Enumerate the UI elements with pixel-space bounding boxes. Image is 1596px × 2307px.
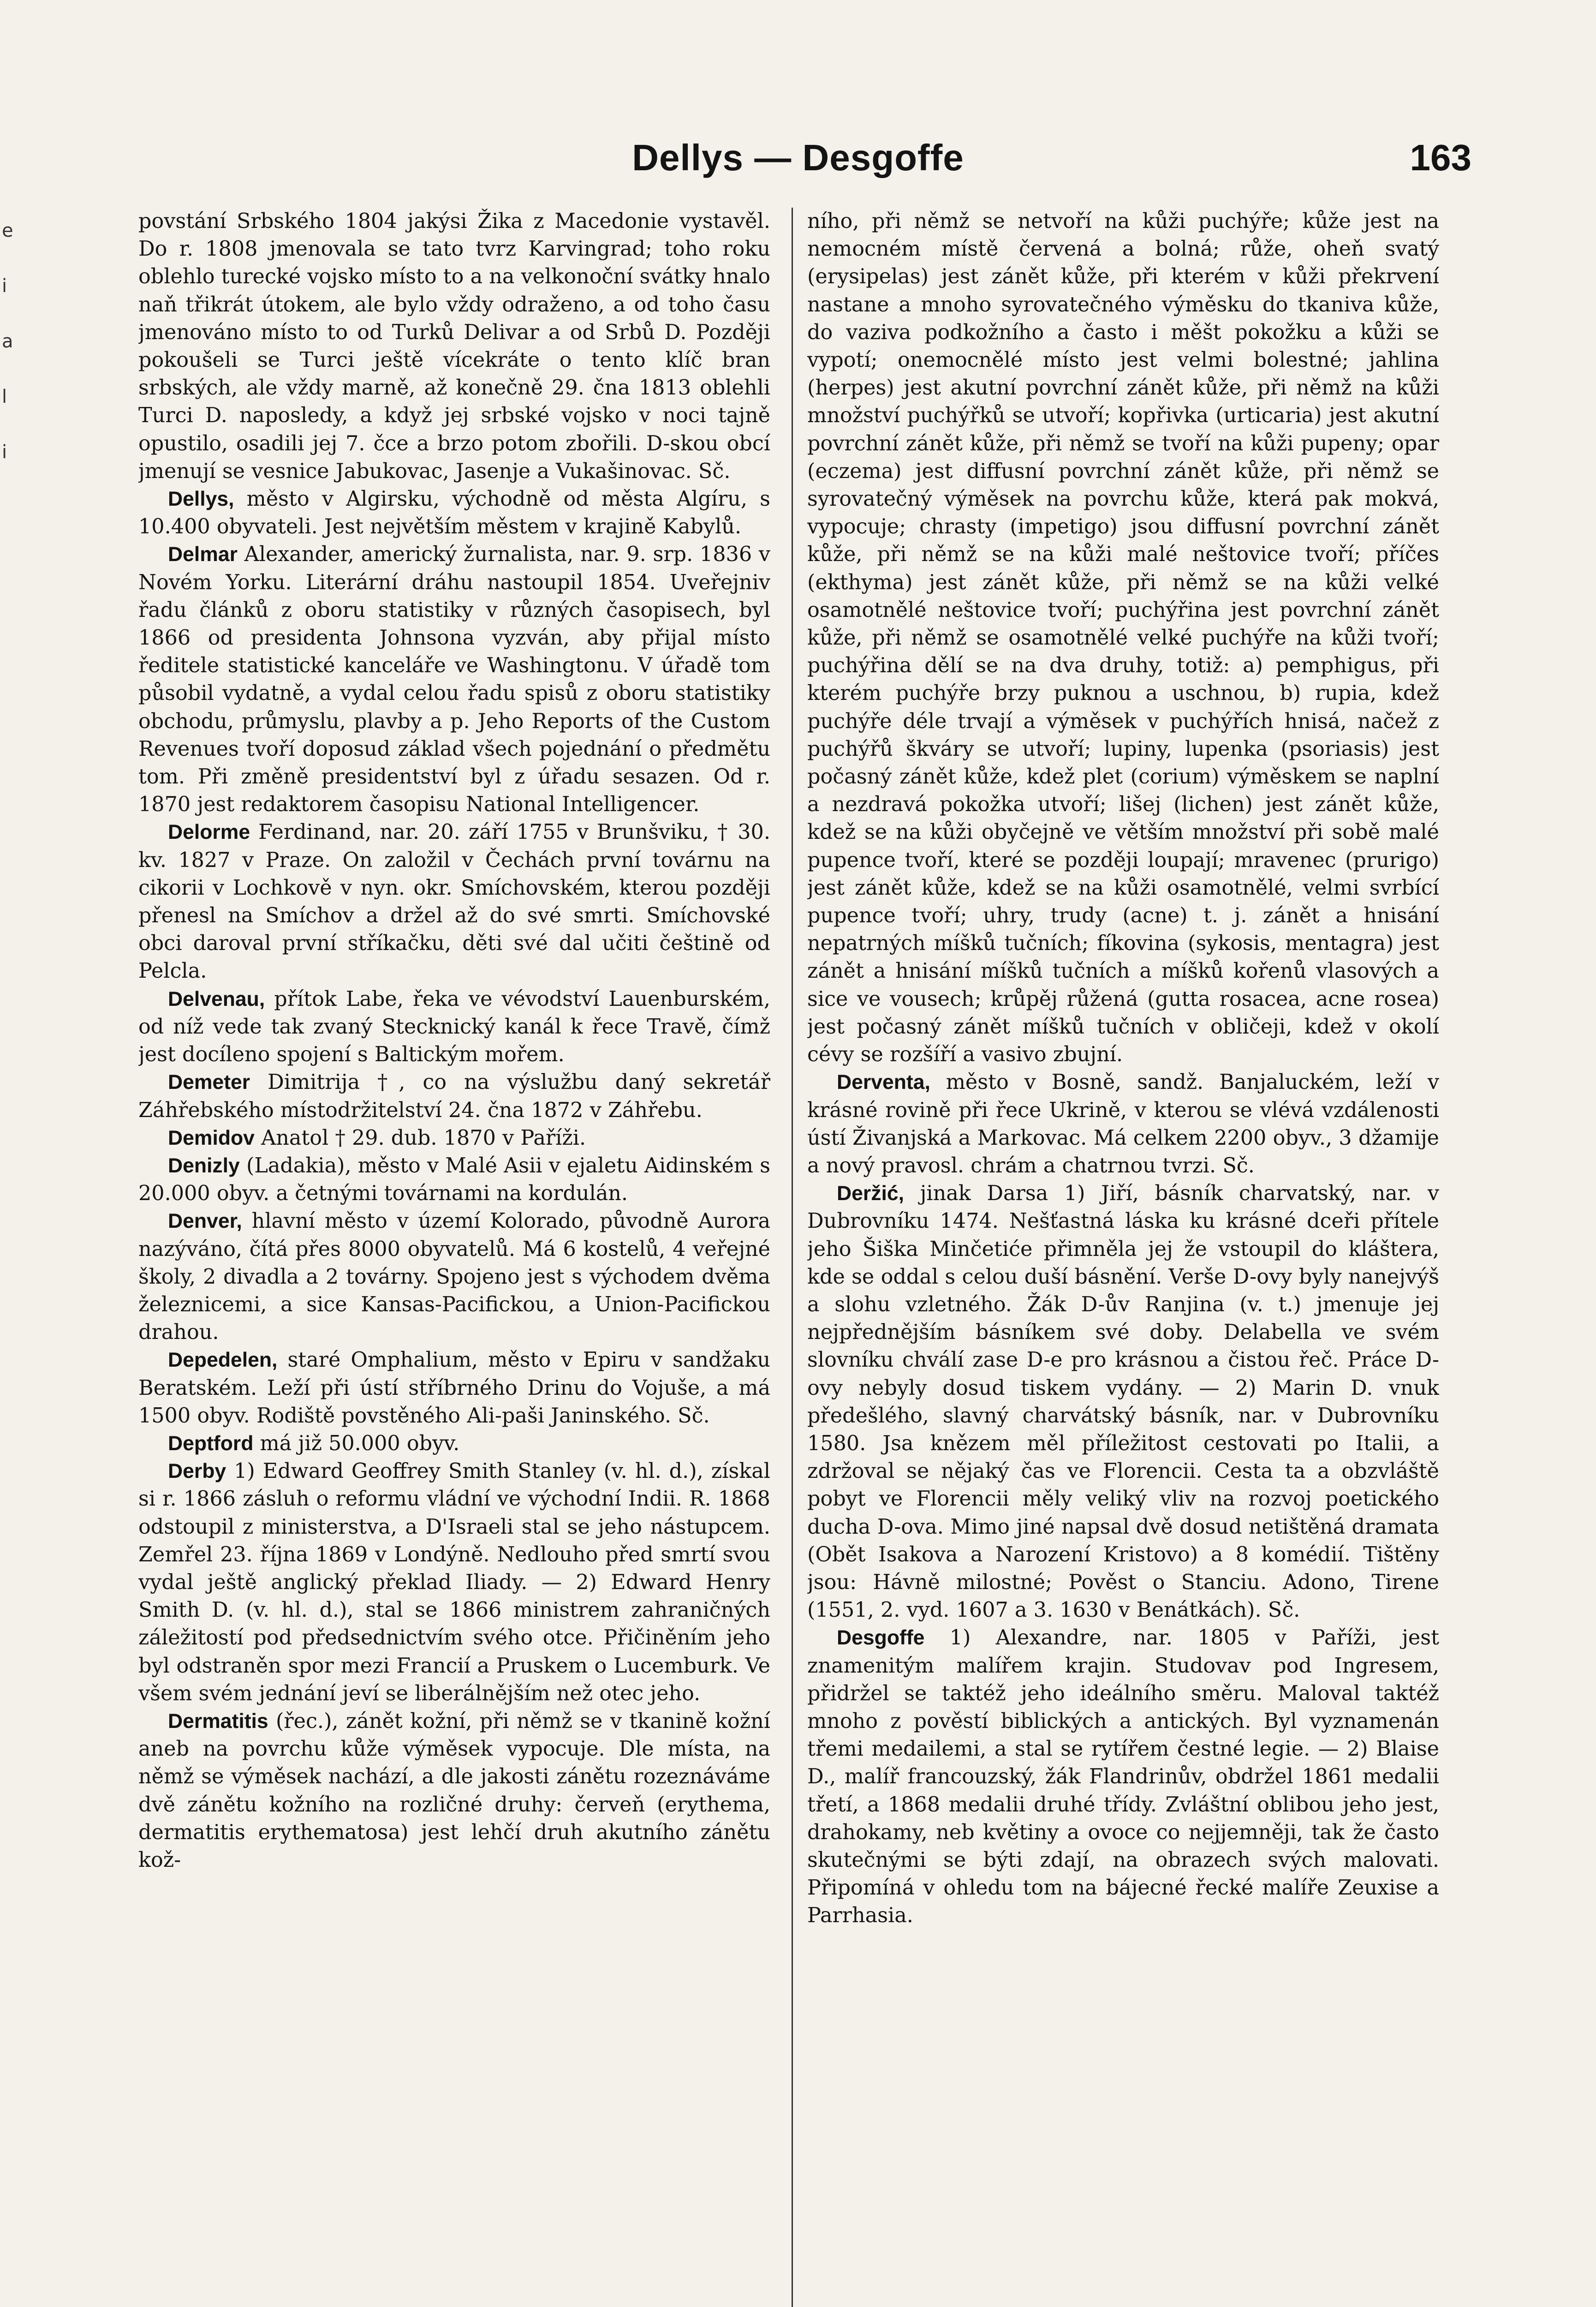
entry-headword: Dellys, (168, 488, 234, 511)
left-column (138, 208, 770, 2307)
entry-headword: Dermatitis (168, 1709, 268, 1733)
entry-headword: Demidov (168, 1126, 255, 1149)
entry-headword: Deržić, (837, 1182, 904, 1205)
dictionary-entry (138, 541, 770, 819)
entry-headword: Delvenau, (168, 987, 265, 1010)
edge-mark: e (2, 220, 13, 241)
entry-text: Ferdinand, nar. 20. září 1755 v Brunšviku, † 30. kv. 1827 v Praze. On založil v Čechách první továrnu na cikorii v Lochkově v nyn. okr. Smíchovském, kterou později přenesl na Smíchov a držel až do své smrti. Smíchovské obci daroval první stříkačku, děti své dal učiti češtině od Pelcla. (138, 820, 770, 983)
entry-headword: Delorme (168, 821, 250, 844)
entry-text: město v Algirsku, východně od města Algíru, s 10.400 obyvateli. Jest největším městem v krajině Kabylů. (138, 487, 770, 539)
entry-text: ního, při němž se netvoří na kůži puchýře; kůže jest na nemocném místě červená a bolná; růže, oheň svatý (erysipelas) jest zánět kůže, při kterém v kůži překrvení nastane a mnoho syrovatečného výměsku do tkaniva kůže, do vaziva podkožního a často i měšt pokožku a kůži se vypotí; onemocnělé místo jest velmi bolestné; jahlina (herpes) jest akutní povrchní zánět kůže, při němž na kůži množství puchýřků se utvoří; kopřivka (urticaria) jest akutní povrchní zánět kůže, při němž se tvoří na kůži pupeny; opar (eczema) jest diffusní povrchní zánět kůže, při němž se syrovatečný výměsek na povrchu kůže, která pak mokvá, vypocuje; chrasty (impetigo) jsou diffusní povrchní zánět kůže, při němž se na kůži malé neštovice tvoří; příčes (ekthyma) jest zánět kůže, při němž se na kůži velké osamotnělé neštovice tvoří; puchýřina jest povrchní zánět kůže, při němž se osamotnělé velké puchýře na kůži tvoří; puchýřina dělí se na dva druhy, totiž: a) pemphigus, při kterém puchýře brzy puknou a uschnou, b) rupia, kdež puchýře déle trvají a výměsek v puchýřích hnisá, načež z puchýřů škváry se utvoří; lupiny, lupenka (psoriasis) jest počasný zánět kůže, kdež plet (corium) výměskem se naplní a nezdravá pokožka utvoří; lišej (lichen) jest zánět kůže, kdež se na kůži obyčejně ve větším množství při sobě malé pupence tvoří, které se později loupají; mravenec (prurigo) jest zánět kůže, kdež se na kůži osamotnělé, velmi svrbící pupence tvoří; uhry, trudy (acne) t. j. zánět a hnisání nepatrných míšků tučních; fíkovina (sykosis, mentagra) jest zánět a hnisání míšků tučních a míšků kořenů vlasových a sice ve vousech; krůpěj růžená (gutta rosacea, acne rosea) jest počasný zánět míšků tučních v obličeji, kdež v okolí cévy se rozšíří a vasivo zbujní. (807, 209, 1439, 1067)
edge-mark: i (2, 275, 7, 297)
dictionary-entry (138, 1069, 770, 1124)
dictionary-entry (138, 208, 770, 485)
dictionary-entry (138, 1458, 770, 1708)
entry-text: jinak Darsa 1) Jiří, básník charvatský, nar. v Dubrovníku 1474. Nešťastná láska ku krásné dceři přítele jeho Šiška Minčetiće přimněla jej že vstoupil do kláštera, kde se oddal s celou duší básnění. Verše D-ovy byly nanejvýš a slohu vzletného. Žák D-ův Ranjina (v. t.) jmenuje jej nejpřednějším básníkem své doby. Delabella ve svém slovníku chválí zase D-e pro krásnou a čistou řeč. Práce D-ovy nebyly dosud tiskem vydány. — 2) Marin D. vnuk předešlého, slavný charvátský básník, nar. v Dubrovníku 1580. Jsa knězem měl příležitost cestovati po Italii, a zdržoval se nějaký čas ve Florencii. Cesta ta a obzvláště pobyt ve Florencii měly veliký vliv na rozvoj poetického ducha D-ova. Mimo jiné napsal dvě dosud netištěná dramata (Obět Isakova a Narození Kristovo) a 8 komédií. Tištěny jsou: Hávně milostné; Pověst o Stanciu. Adono, Tirene (1551, 2. vyd. 1607 a 3. 1630 v Benátkách). Sč. (807, 1182, 1439, 1622)
dictionary-entry (807, 1624, 1439, 1930)
dictionary-entry (138, 1124, 770, 1152)
entry-headword: Denver, (168, 1210, 242, 1233)
page-number: 163 (1410, 137, 1471, 178)
entry-headword: Desgoffe (837, 1626, 925, 1650)
page-edge-marks (2, 203, 14, 664)
entry-headword: Deptford (168, 1432, 254, 1455)
page-header (138, 137, 1471, 197)
entry-text: staré Omphalium, město v Epiru v sandžaku Beratském. Leží při ústí stříbrného Drinu do Vojuše, a má 1500 obyv. Rodiště povstěného Ali-paši Janinského. Sč. (138, 1348, 770, 1428)
dictionary-entry (138, 1346, 770, 1430)
right-column (807, 208, 1439, 2307)
entry-text: hlavní město v území Kolorado, původně Aurora nazýváno, čítá přes 8000 obyvatelů. Má 6 kostelů, 4 veřejné školy, 2 divadla a 2 továrny. Spojeno jest s východem dvěma železnicemi, a sice Kansas-Pacifickou, a Union-Pacifickou drahou. (138, 1209, 770, 1345)
entry-text: Alexander, americký žurnalista, nar. 9. srp. 1836 v Novém Yorku. Literární dráhu nastoupil 1854. Uveřejniv řadu článků z oboru statistiky v různých časopisech, byl 1866 od presidenta Johnsona vyzván, aby přijal místo ředitele statistické kanceláře ve Washingtonu. V úřadě tom působil vydatně, a vydal celou řadu spisů z oboru statistiky obchodu, průmyslu, plavby a p. Jeho Reports of the Custom Revenues tvoří doposud základ všech pojednání o předmětu tom. Při změně presidentství byl z úřadu sesazen. Od r. 1870 jest redaktorem časopisu National Intelligencer. (138, 543, 770, 817)
entry-text: povstání Srbského 1804 jakýsi Žika z Macedonie vystavěl. Do r. 1808 jmenovala se tato tvrz Karvingrad; toho roku oblehlo turecké vojsko místo to a na velkonoční svátky hnalo naň třikrát útokem, ale bylo vždy odraženo, a od toho času jmenováno místo to od Turků Delivar a od Srbů D. Později pokoušeli se Turci ještě vícekráte o tento klíč bran srbských, ale vždy marně, až konečně 29. čna 1813 oblehli Turci D. naposledy, a když jej srbské vojsko v noci tajně opustilo, osadili jej 7. čce a brzo potom zbořili. D-skou obcí jmenují se vesnice Jabukovac, Jasenje a Vukašinovac. Sč. (138, 209, 770, 483)
entry-text: Anatol † 29. dub. 1870 v Paříži. (261, 1126, 586, 1150)
dictionary-entry (138, 485, 770, 541)
running-title: Dellys — Desgoffe (632, 137, 964, 178)
dictionary-entry (138, 1430, 770, 1458)
entry-headword: Demeter (168, 1071, 250, 1094)
column-divider (792, 208, 793, 2307)
entry-text: Dimitrija †, co na výslužbu daný sekretář Záhřebského místodržitelství 24. čna 1872 v Záhřebu. (138, 1070, 770, 1122)
entry-headword: Delmar (168, 543, 238, 566)
dictionary-entry (138, 1152, 770, 1207)
edge-mark: i (2, 442, 7, 463)
entry-text: město v Bosně, sandž. Banjaluckém, leží v krásné rovině při řece Ukrině, v kterou se vlévá vzdálenosti ústí Živanjská a Markovac. Má celkem 2200 obyv., 3 džamije a nový pravosl. chrám a chatrnou tvrzi. Sč. (807, 1070, 1439, 1177)
edge-mark: l (2, 386, 7, 407)
dictionary-entry (138, 986, 770, 1069)
dictionary-entry (138, 1708, 770, 1874)
dictionary-entry (807, 208, 1439, 1069)
entry-text: 1) Alexandre, nar. 1805 v Paříži, jest znamenitým malířem krajin. Studovav pod Ingresem, přidržel se taktéž jeho ideálního směru. Maloval taktéž mnoho z pověstí biblických a antických. Byl vyznamenán třemi medailemi, a stal se rytířem čestné legie. — 2) Blaise D., malíř francouzský, žák Flandrinův, obdržel 1861 medalii třetí, a 1868 medalii druhé třídy. Zvláštní oblibou jeho jest, drahokamy, neb květiny a ovoce co nejjemněji, tak že často skutečnými se býti zdají, na obrazech svých malovati. Připomíná v ohledu tom na bájecné řecké malíře Zeuxise a Parrhasia. (807, 1626, 1439, 1928)
edge-mark: a (2, 331, 13, 352)
entry-text: (Ladakia), město v Malé Asii v ejaletu Aidinském s 20.000 obyv. a četnými továrnami na kordulán. (138, 1154, 770, 1206)
dictionary-entry (138, 1207, 770, 1346)
dictionary-entry (138, 819, 770, 985)
entry-headword: Derby (168, 1460, 226, 1483)
entry-text: (řec.), zánět kožní, při němž se v tkanině kožní aneb na povrchu kůže výměsek vypocuje. Dle místa, na němž se výměsek nachází, a dle jakosti zánětu rozeznáváme dvě zánětu kožního na rozličné druhy: červeň (erythema, dermatitis erythematosa) jest lehčí druh akutního zánětu kož- (138, 1709, 770, 1872)
entry-headword: Derventa, (837, 1071, 930, 1094)
entry-text: 1) Edward Geoffrey Smith Stanley (v. hl. d.), získal si r. 1866 zásluh o reformu vládní ve východní Indii. R. 1868 odstoupil z ministerstva, a D'Israeli stal se jeho nástupcem. Zemřel 23. října 1869 v Londýně. Nedlouho před smrtí svou vydal ještě anglický překlad Iliady. — 2) Edward Henry Smith D. (v. hl. d.), stal se 1866 ministrem zahraničných záležitostí pod předsednictvím svého otce. Přičiněním jeho byl odstraněn spor mezi Francií a Pruskem o Lucemburk. Ve všem svém jednání jeví se liberálnějším než otec jeho. (138, 1459, 770, 1705)
entry-headword: Depedelen, (168, 1349, 278, 1372)
dictionary-entry (807, 1069, 1439, 1180)
entry-headword: Denizly (168, 1154, 240, 1177)
entry-text: má již 50.000 obyv. (260, 1431, 460, 1455)
dictionary-entry (807, 1180, 1439, 1624)
entry-text: přítok Labe, řeka ve vévodství Lauenburském, od níž vede tak zvaný Stecknický kanál k řece Travě, čímž jest docíleno spojení s Baltickým mořem. (138, 987, 770, 1067)
